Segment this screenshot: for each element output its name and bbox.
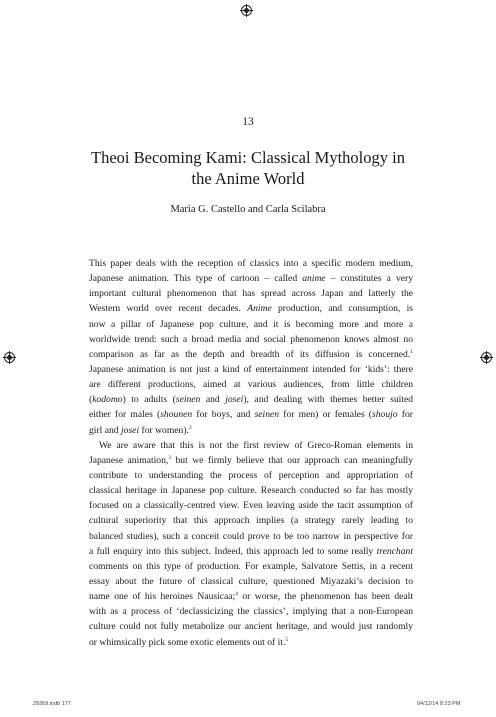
text-line: Japanese animation,$^3$ but we firmly believe that our approach can meaningfully [89,454,413,466]
registration-mark-right-icon [480,351,493,364]
text-line: focused on a classically-centred view. Even leaving aside the tacit assumption of [89,500,413,512]
footnote-marker[interactable]: 3 [168,454,172,461]
text-line: essay about the future of classical culture, questioned Miyazaki’s decision to [89,575,413,587]
text-line: This paper deals with the reception of classics into a specific modern medium, [89,258,413,269]
chapter-number: 13 [242,116,254,128]
text-line: We are aware that this is not the first review of Greco-Roman elements in [99,439,413,451]
text-line: worldwide trend: such a broad media and social phenomenon knows almost no [89,333,413,345]
text-line: culture could not fully metabolize our ancient heritage, and would just randomly [89,621,413,633]
text-line: comparison as far as the depth and breadth of its diffusion is concerned.$^1$ [89,348,413,360]
text-line: a full enquiry into this subject. Indeed, this approach led to some really trenchant [89,545,413,557]
text-line: now a pillar of Japanese pop culture, and it is becoming more and more a [89,318,413,330]
paragraph-2 [89,438,413,650]
registration-mark-top-icon [240,4,253,17]
text-line: or whimsically pick some exotic elements out of it.$^5$ [89,636,289,648]
text-line: are different productions, aimed at various audiences, from little children [89,379,413,391]
registration-mark-left-icon [3,351,16,364]
print-slug-file: 29369.indb 177 [33,701,71,707]
text-line: comments on this type of production. For example, Salvatore Settis, in a recent [89,560,413,572]
paragraph-1 [89,256,413,438]
text-line: (kodomo) to adults (seinen and josei), and dealing with themes better suited [89,394,413,406]
footnote-marker[interactable]: 2 [188,424,192,431]
chapter-title [60,147,436,189]
text-line: balanced studies), such a conceit could prove to be too narrow in perspective for [89,530,413,542]
text-line: girl and josei for women).$^2$ [89,424,192,436]
chapter-title-line-1: Theoi Becoming Kami: Classical Mythology in [91,148,405,167]
chapter-authors: Maria G. Castello and Carla Scilabra [170,204,326,215]
text-line: either for males (shounen for boys, and seinen for men) or females (shoujo for [89,409,413,421]
footnote-marker[interactable]: 4 [235,591,238,598]
text-line: important cultural phenomenon that has spread across Japan and latterly the [89,288,413,300]
print-slug-date: 04/12/14 8:23 PM [417,701,461,707]
text-line: contribute to understanding the process of perception and appropriation of [89,469,413,481]
footnote-marker[interactable]: 5 [285,636,289,643]
text-line: Western world over recent decades. Anime production, and consumption, is [89,303,413,315]
chapter-title-line-2: the Anime World [191,169,305,188]
text-line: with as a process of ‘declassicizing the classics’, implying that a non-European [89,606,413,618]
footnote-marker[interactable]: 1 [410,348,413,355]
text-line: Japanese animation. This type of cartoon – called anime – constitutes a very [89,273,414,285]
text-line: name one of his heroines Nausicaa;$^4$ or worse, the phenomenon has been dealt [89,591,413,603]
body-text [89,256,413,650]
text-line: Japanese animation is not just a kind of entertainment intended for ‘kids’: there [89,363,413,375]
text-line: cultural superiority that this approach implies (a strategy rarely leading to [89,515,413,527]
text-line: classical heritage in Japanese pop culture. Research conducted so far has mostly [89,485,413,497]
